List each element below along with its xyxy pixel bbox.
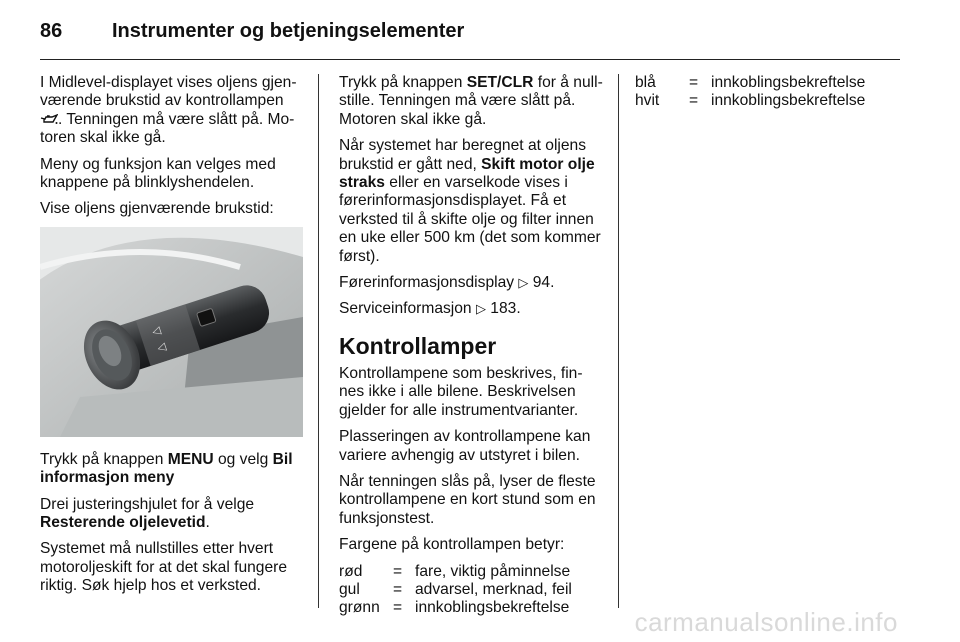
turn-signal-stalk-photo	[40, 227, 303, 437]
page-reference: 183	[490, 300, 517, 318]
paragraph	[40, 74, 305, 148]
paragraph: Når tenningen slås på, lyser de fleste kontrollampene en kort stund som en funksjonstest.	[339, 472, 596, 527]
text: Trykk på knappen	[339, 74, 467, 91]
table-row	[635, 92, 865, 110]
paragraph	[40, 451, 305, 488]
header-rule	[40, 59, 900, 60]
table-row	[339, 599, 572, 617]
paragraph: Plasseringen av kontrollampene kan variere avhengig av utstyret i bilen.	[339, 428, 591, 464]
page-header	[40, 16, 464, 46]
page-number: 86	[40, 19, 63, 42]
paragraph: Kontrollampene som beskrives, fin-nes ikke i alle bilene. Beskrivelsen gjelder for alle instrumentvarianter.	[339, 364, 583, 419]
paragraph: Fargene på kontrollampen betyr:	[339, 536, 565, 554]
column-2	[339, 74, 607, 618]
cross-reference[interactable]	[339, 300, 607, 318]
svg-text:◁: ◁	[150, 323, 163, 339]
equals-sign: =	[393, 580, 403, 598]
text: .	[550, 274, 555, 292]
column-divider	[618, 74, 619, 608]
paragraph: Systemet må nullstilles etter hvert motoroljeskift for at det skal fungere riktig. Søk hjelp hos et verksted.	[40, 540, 288, 595]
table-row	[339, 563, 572, 581]
text: .	[516, 300, 521, 318]
text: Trykk på knappen	[40, 450, 168, 468]
paragraph	[339, 137, 607, 266]
cross-reference[interactable]	[339, 274, 607, 292]
color-meaning: fare, viktig påminnelse	[415, 562, 571, 580]
text: Drei justeringshjulet for å velge	[40, 495, 255, 513]
color-meaning: advarsel, merknad, feil	[415, 580, 572, 598]
paragraph: Meny og funksjon kan velges med knappene på blinklyshendelen.	[40, 155, 276, 192]
set-clr-button-label: SET/CLR	[466, 74, 534, 91]
color-meaning: innkoblingsbekreftelse	[711, 92, 866, 110]
paragraph	[339, 74, 607, 129]
watermark: carmanualsonline.info	[634, 607, 898, 637]
table-row	[339, 581, 572, 599]
chapter-title: Instrumenter og betjeningselementer	[112, 19, 465, 42]
menu-item-name: Resterende oljelevetid	[40, 514, 206, 532]
text: og velg	[213, 450, 273, 468]
text: eller en varselkode vises i førerinformasjonsdisplayet. Få et verksted til å skifte olje og filter innen en uke eller 500 km (det som kommer først).	[339, 174, 601, 265]
color-legend-table	[339, 563, 572, 618]
column-1	[40, 74, 305, 604]
color-meaning: innkoblingsbekreftelse	[415, 599, 570, 617]
column-3	[635, 74, 905, 111]
color-name: gul	[339, 580, 360, 598]
text: . Tenningen må være slått på. Mo-toren skal ikke gå.	[40, 110, 295, 147]
equals-sign: =	[393, 599, 403, 617]
paragraph	[40, 496, 305, 533]
equals-sign: =	[689, 92, 699, 110]
text: for å null-stille. Tenningen må være slått på. Motoren skal ikke gå.	[339, 74, 603, 128]
table-row	[635, 74, 865, 92]
color-name: hvit	[635, 92, 660, 110]
color-meaning: innkoblingsbekreftelse	[711, 74, 866, 91]
color-name: blå	[635, 74, 656, 91]
text: .	[205, 514, 210, 532]
text: Serviceinformasjon	[339, 300, 476, 318]
text: I Midlevel-displayet vises oljens gjen-værende brukstid av kontrollampen	[40, 74, 297, 110]
equals-sign: =	[393, 562, 403, 580]
oil-can-icon	[40, 114, 58, 125]
svg-text:◁: ◁	[155, 339, 168, 355]
color-name: grønn	[339, 599, 380, 617]
paragraph: Vise oljens gjenværende brukstid:	[40, 200, 274, 218]
menu-button-label: MENU	[167, 450, 214, 468]
warning-message: Skift motor olje straks	[339, 155, 595, 192]
color-legend-table	[635, 74, 865, 111]
column-divider	[318, 74, 319, 608]
page-reference-icon: ▷	[518, 275, 529, 291]
equals-sign: =	[689, 74, 699, 91]
text: Førerinformasjonsdisplay	[339, 274, 519, 292]
menu-name: Bil informasjon meny	[40, 450, 293, 487]
page-reference-icon: ▷	[475, 301, 486, 317]
color-name: rød	[339, 562, 363, 580]
section-heading: Kontrollamper	[339, 332, 497, 359]
text: Når systemet har beregnet at oljens brukstid er gått ned,	[339, 137, 587, 173]
page-reference: 94	[532, 274, 551, 292]
